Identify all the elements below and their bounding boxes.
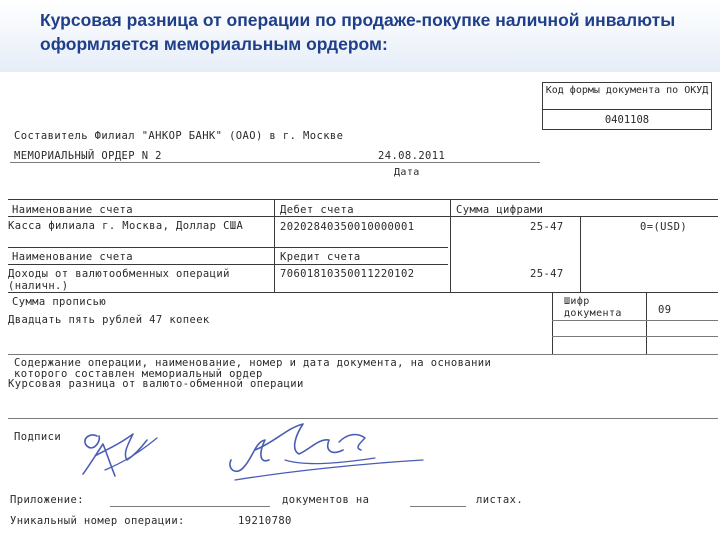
credit-header: Кредит счета	[280, 251, 361, 263]
divider	[450, 199, 451, 292]
order-date: 24.08.2011	[378, 150, 446, 162]
doc-code: 09	[658, 304, 672, 316]
doc-code-label: Шифр документа	[564, 296, 622, 319]
date-label: Дата	[394, 167, 420, 178]
divider	[8, 199, 718, 200]
debit-account-number: 20202840350010000001	[280, 221, 415, 233]
slide-title: Курсовая разница от операции по продаже-покупке наличной инвалюты оформляется мемориальным ордером:	[40, 10, 676, 54]
divider	[552, 320, 718, 321]
debit-account-name: Касса филиала г. Москва, Доллар США	[8, 220, 244, 232]
memorial-order-document	[0, 78, 720, 540]
divider	[543, 109, 711, 110]
attachment-docs: документов на	[282, 494, 370, 506]
attachment-sheets-line	[410, 506, 466, 507]
attachment-label: Приложение:	[10, 494, 84, 506]
content-text: Курсовая разница от валюто-обменной операции	[8, 378, 304, 390]
divider	[552, 336, 718, 337]
account-name-header-2: Наименование счета	[12, 251, 133, 263]
divider	[8, 264, 448, 265]
okud-label: Код формы документа по ОКУД	[545, 85, 709, 96]
divider	[8, 292, 718, 293]
credit-account-number: 70601810350011220102	[280, 268, 415, 280]
currency-amount: 0=(USD)	[640, 221, 688, 233]
credit-account-name: Доходы от валютообменных операций (наличн.)	[8, 268, 230, 292]
divider	[646, 292, 647, 354]
divider	[8, 354, 718, 355]
divider	[580, 216, 581, 292]
unique-number: 19210780	[238, 515, 292, 527]
unique-number-label: Уникальный номер операции:	[10, 515, 185, 527]
content-label: Содержание операции, наименование, номер и дата документа, на основании которого составлен мемориальный ордер	[14, 357, 492, 380]
order-title: МЕМОРИАЛЬНЫЙ ОРДЕР N 2	[14, 150, 162, 162]
credit-amount: 25-47	[530, 268, 564, 280]
signature-1	[75, 426, 165, 481]
account-name-header: Наименование счета	[12, 204, 133, 216]
debit-amount: 25-47	[530, 221, 564, 233]
debit-header: Дебет счета	[280, 204, 354, 216]
divider	[8, 418, 718, 419]
okud-code: 0401108	[604, 114, 650, 126]
divider	[274, 199, 275, 292]
attachment-docs-line	[110, 506, 270, 507]
signatures-label: Подписи	[14, 431, 62, 443]
amount-words-label: Сумма прописью	[12, 296, 107, 308]
divider	[10, 162, 540, 163]
signature-2	[225, 420, 425, 485]
divider	[552, 292, 553, 354]
divider	[8, 247, 448, 248]
divider	[8, 216, 718, 217]
issuer-line: Составитель Филиал "АНКОР БАНК" (ОАО) в г. Москве	[14, 130, 344, 142]
amount-digits-header: Сумма цифрами	[456, 204, 544, 216]
attachment-sheets: листах.	[476, 494, 524, 506]
okud-code-box	[542, 82, 712, 130]
amount-words: Двадцать пять рублей 47 копеек	[8, 314, 210, 326]
